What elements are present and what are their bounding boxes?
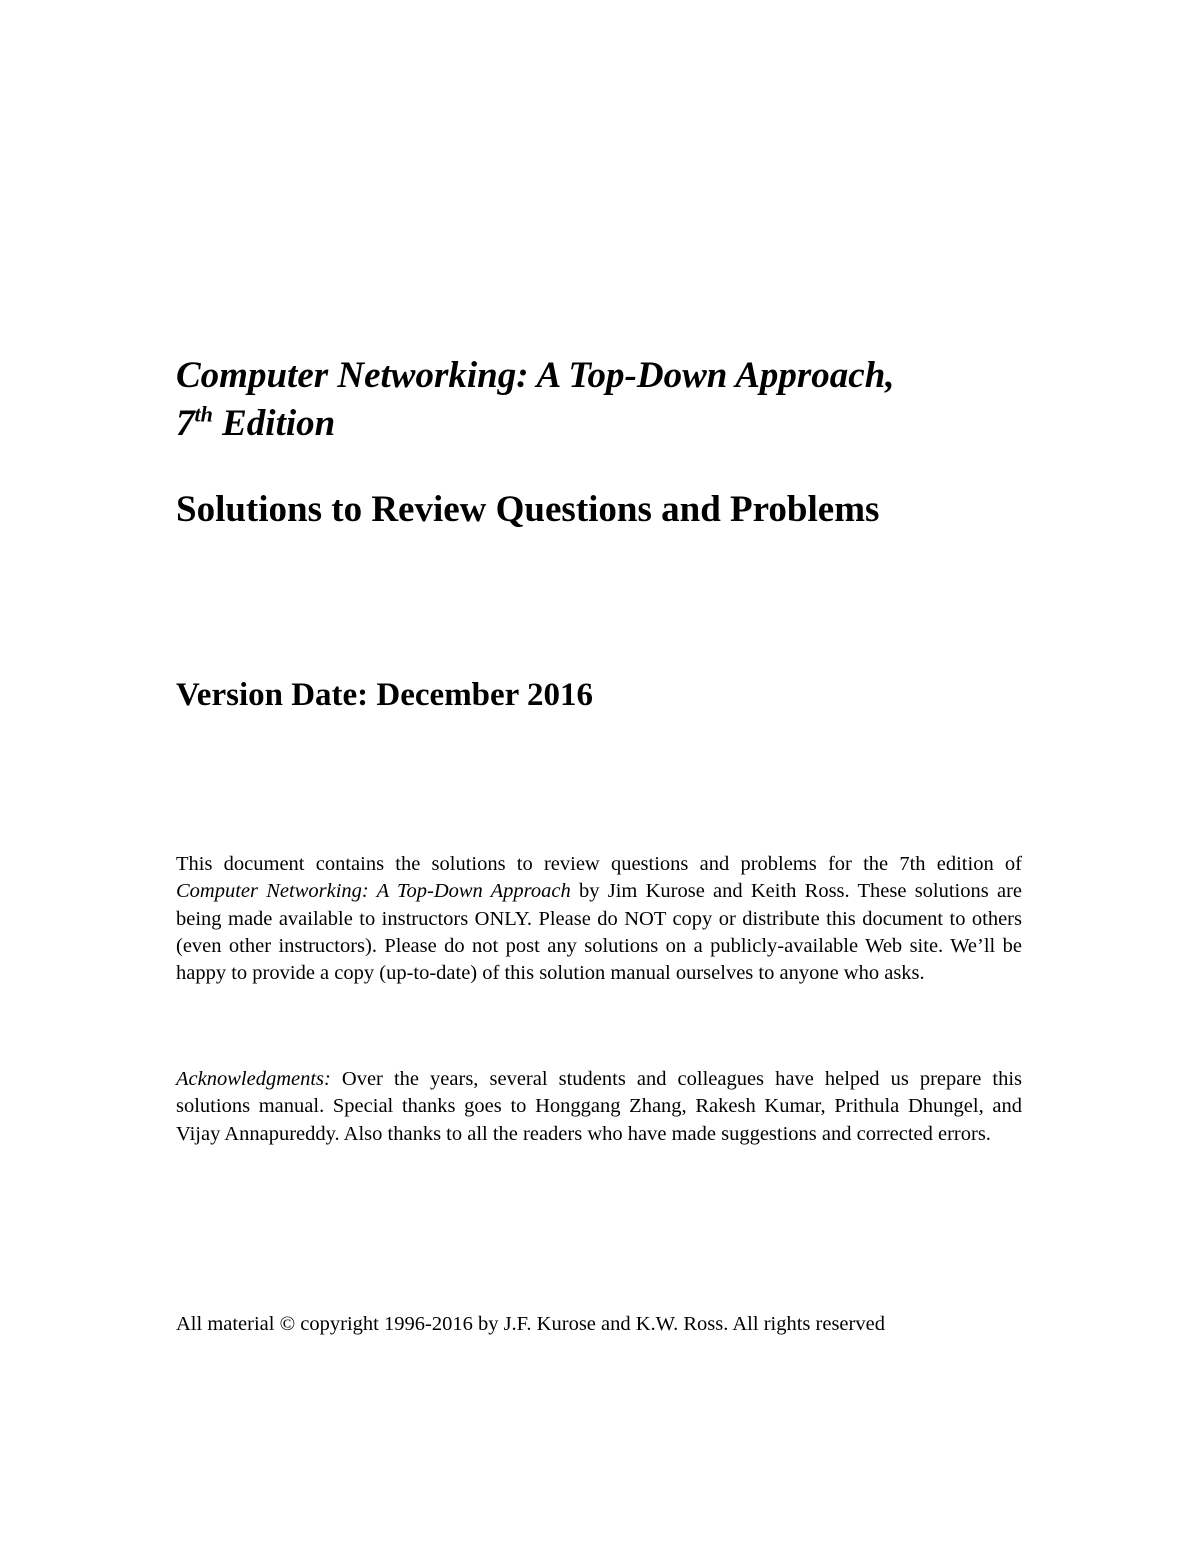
acknowledgments-label: Acknowledgments: [176,1068,331,1090]
edition-word: Edition [212,403,336,444]
intro-book-title: Computer Networking: A Top-Down Approach [176,880,571,903]
book-title-line-2 [176,400,1036,448]
intro-paragraph [176,851,1022,987]
version-date: Version Date: December 2016 [176,677,593,713]
intro-text-part-1: This document contains the solutions to review questions and problems for the 7th edition of [176,853,1022,875]
document-subtitle: Solutions to Review Questions and Problems [176,489,880,530]
copyright-notice: All material © copyright 1996-2016 by J.F. Kurose and K.W. Ross. All rights reserved [176,1313,885,1335]
book-title-line-1: Computer Networking: A Top-Down Approach, [176,355,895,396]
book-title [176,352,1036,448]
intro-text-part-2: by Jim Kurose and Keith Ross. These solutions are being made available to instructors ONLY. Please do NOT copy or distribute this document to others (even other instructors). Please do not post any solutions on a publicly-available Web site. We’ll be happy to provide a copy (up-to-date) of this solution manual ourselves to anyone who asks. [176,880,1022,985]
edition-number: 7 [176,403,195,444]
acknowledgments-text: Over the years, several students and colleagues have helped us prepare this solutions manual. Special thanks goes to Honggang Zhang, Rakesh Kumar, Prithula Dhungel, and Vijay Annapureddy. Also thanks to all the readers who have made suggestions and corrected errors. [176,1068,1022,1145]
acknowledgments-paragraph [176,1066,1022,1148]
edition-suffix: th [194,401,213,427]
